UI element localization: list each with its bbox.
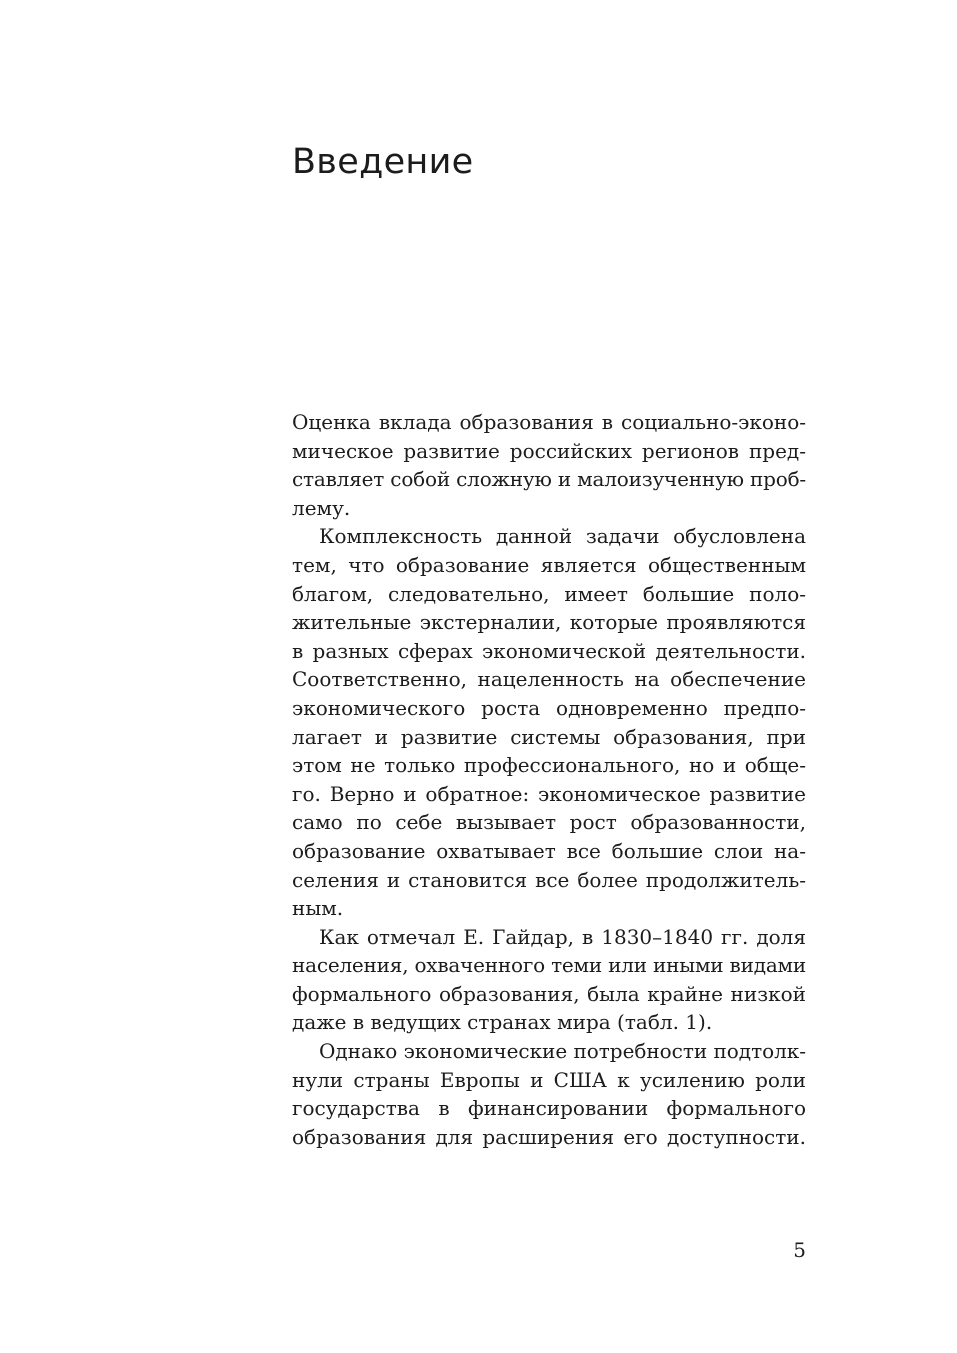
text-line: ставляет собой сложную и малоизученную проб- <box>292 467 806 492</box>
text-line: го. Верно и обратное: экономическое развитие <box>292 781 806 806</box>
text-line: экономического роста одновременно предпо- <box>292 695 806 720</box>
page-number: 5 <box>793 1238 806 1262</box>
text-line: Однако экономические потребности подтолк- <box>319 1039 806 1064</box>
text-line: государства в финансировании формального <box>292 1096 806 1121</box>
text-line: лему. <box>292 495 351 520</box>
text-line: лагает и развитие системы образования, при <box>292 724 806 749</box>
text-line: благом, следовательно, имеет большие поло- <box>292 581 806 606</box>
text-line: тем, что образование является общественным <box>292 552 806 577</box>
text-line: населения, охваченного теми или иными видами <box>292 953 806 978</box>
text-line: ным. <box>292 896 344 921</box>
text-line: в разных сферах экономической деятельности. <box>292 638 806 663</box>
text-line: даже в ведущих странах мира (табл. 1). <box>292 1010 713 1035</box>
body-text <box>292 408 806 1151</box>
text-line: мическое развитие российских регионов пред- <box>292 438 806 463</box>
text-line: само по себе вызывает рост образованности, <box>292 810 806 835</box>
text-line: образование охватывает все большие слои на- <box>292 838 806 863</box>
chapter-title: Введение <box>292 142 474 182</box>
text-line: жительные экстерналии, которые проявляются <box>292 610 806 635</box>
text-line: этом не только профессионального, но и обще- <box>292 753 806 778</box>
text-line: Как отмечал Е. Гайдар, в 1830–1840 гг. доля <box>319 924 806 949</box>
text-line: Комплексность данной задачи обусловлена <box>319 524 806 549</box>
paragraph-4 <box>292 1037 806 1151</box>
text-line: формального образования, была крайне низкой <box>292 981 806 1006</box>
paragraph-1 <box>292 408 806 522</box>
paragraph-3 <box>292 923 806 1037</box>
text-line: нули страны Европы и США к усилению роли <box>292 1067 806 1092</box>
text-line: Соответственно, нацеленность на обеспечение <box>292 667 806 692</box>
text-line: селения и становится все более продолжитель- <box>292 867 806 892</box>
paragraph-2 <box>292 522 806 922</box>
text-line: Оценка вклада образования в социально-эконо- <box>292 410 806 434</box>
text-line: образования для расширения его доступности. <box>292 1124 806 1149</box>
